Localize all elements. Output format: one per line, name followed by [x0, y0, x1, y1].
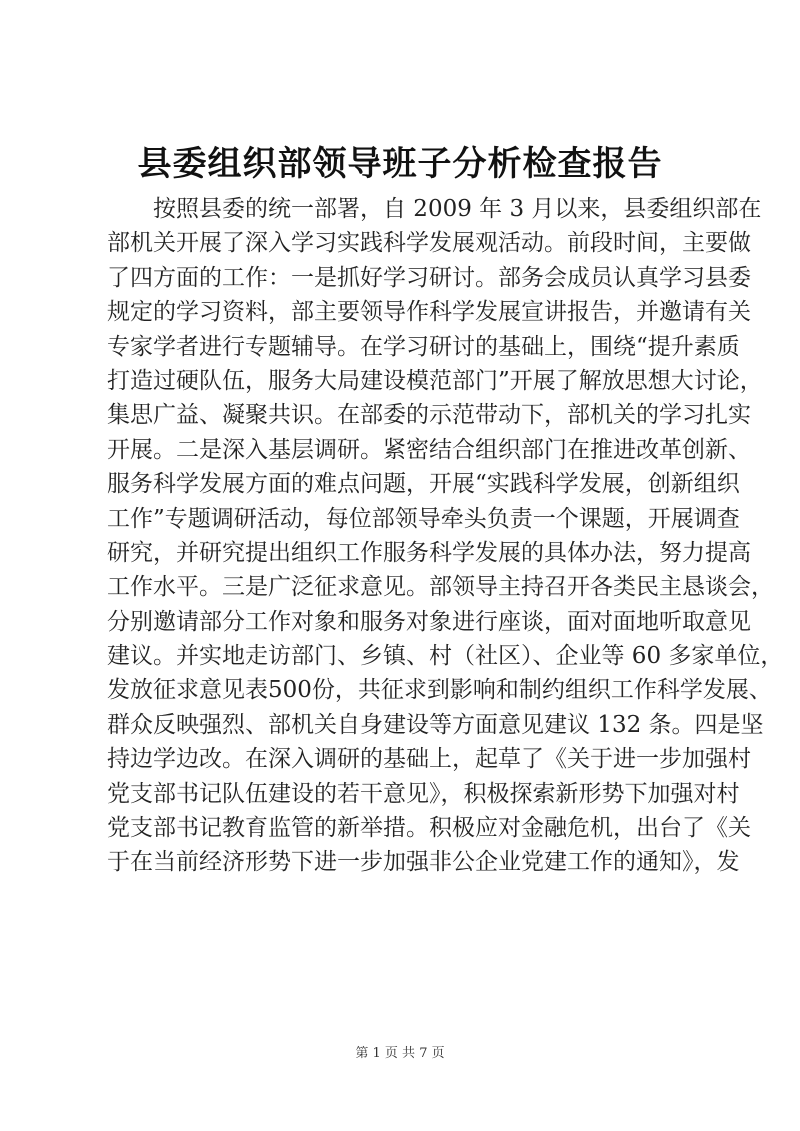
text-line: 研究，并研究提出组织工作服务科学发展的具体办法，努力提高: [107, 539, 751, 566]
text-line: 党支部书记队伍建设的若干意见》，积极探索新形势下加强对村: [107, 780, 740, 807]
text-line: 打造过硬队伍，服务大局建设模范部门”开展了解放思想大讨论，: [107, 367, 763, 394]
text-line: 了四方面的工作：一是抓好学习研讨。部务会成员认真学习县委: [107, 264, 751, 291]
text-line: 工作”专题调研活动，每位部领导牵头负责一个课题，开展调查: [107, 505, 740, 532]
text-line: 分别邀请部分工作对象和服务对象进行座谈，面对面地听取意见: [107, 608, 751, 635]
text-line: 服务科学发展方面的难点问题，开展“实践科学发展，创新组织: [107, 471, 740, 498]
text-line: 发放征求意见表500份，共征求到影响和制约组织工作科学发展、: [107, 677, 772, 704]
text-line: 规定的学习资料，部主要领导作科学发展宣讲报告，并邀请有关: [107, 299, 751, 326]
text-line: 开展。二是深入基层调研。紧密结合组织部门在推进改革创新、: [107, 436, 751, 463]
page-footer: 第 1 页 共 7 页: [355, 1046, 445, 1061]
document-body: [107, 192, 784, 880]
text-line: 群众反映强烈、部机关自身建设等方面意见建议 132 条。四是坚: [107, 711, 764, 738]
text-line: 持边学边改。在深入调研的基础上，起草了《关于进一步加强村: [107, 746, 751, 773]
text-line: 党支部书记教育监管的新举措。积极应对金融危机，出台了《关: [107, 815, 751, 842]
text-line: 建议。并实地走访部门、乡镇、村（社区）、企业等 60 多家单位，: [107, 643, 784, 670]
text-line: 工作水平。三是广泛征求意见。部领导主持召开各类民主恳谈会，: [107, 574, 774, 601]
text-line: 于在当前经济形势下进一步加强非公企业党建工作的通知》，发: [107, 849, 740, 876]
text-line: 按照县委的统一部署，自 2009 年 3 月以来，县委组织部在: [153, 196, 762, 222]
text-line: 部机关开展了深入学习实践科学发展观活动。前段时间，主要做: [107, 230, 751, 257]
text-line: 集思广益、凝聚共识。在部委的示范带动下，部机关的学习扎实: [107, 402, 751, 429]
document-title: 县委组织部领导班子分析检查报告: [137, 144, 663, 184]
text-line: 专家学者进行专题辅导。在学习研讨的基础上，围绕“提升素质: [107, 333, 740, 360]
